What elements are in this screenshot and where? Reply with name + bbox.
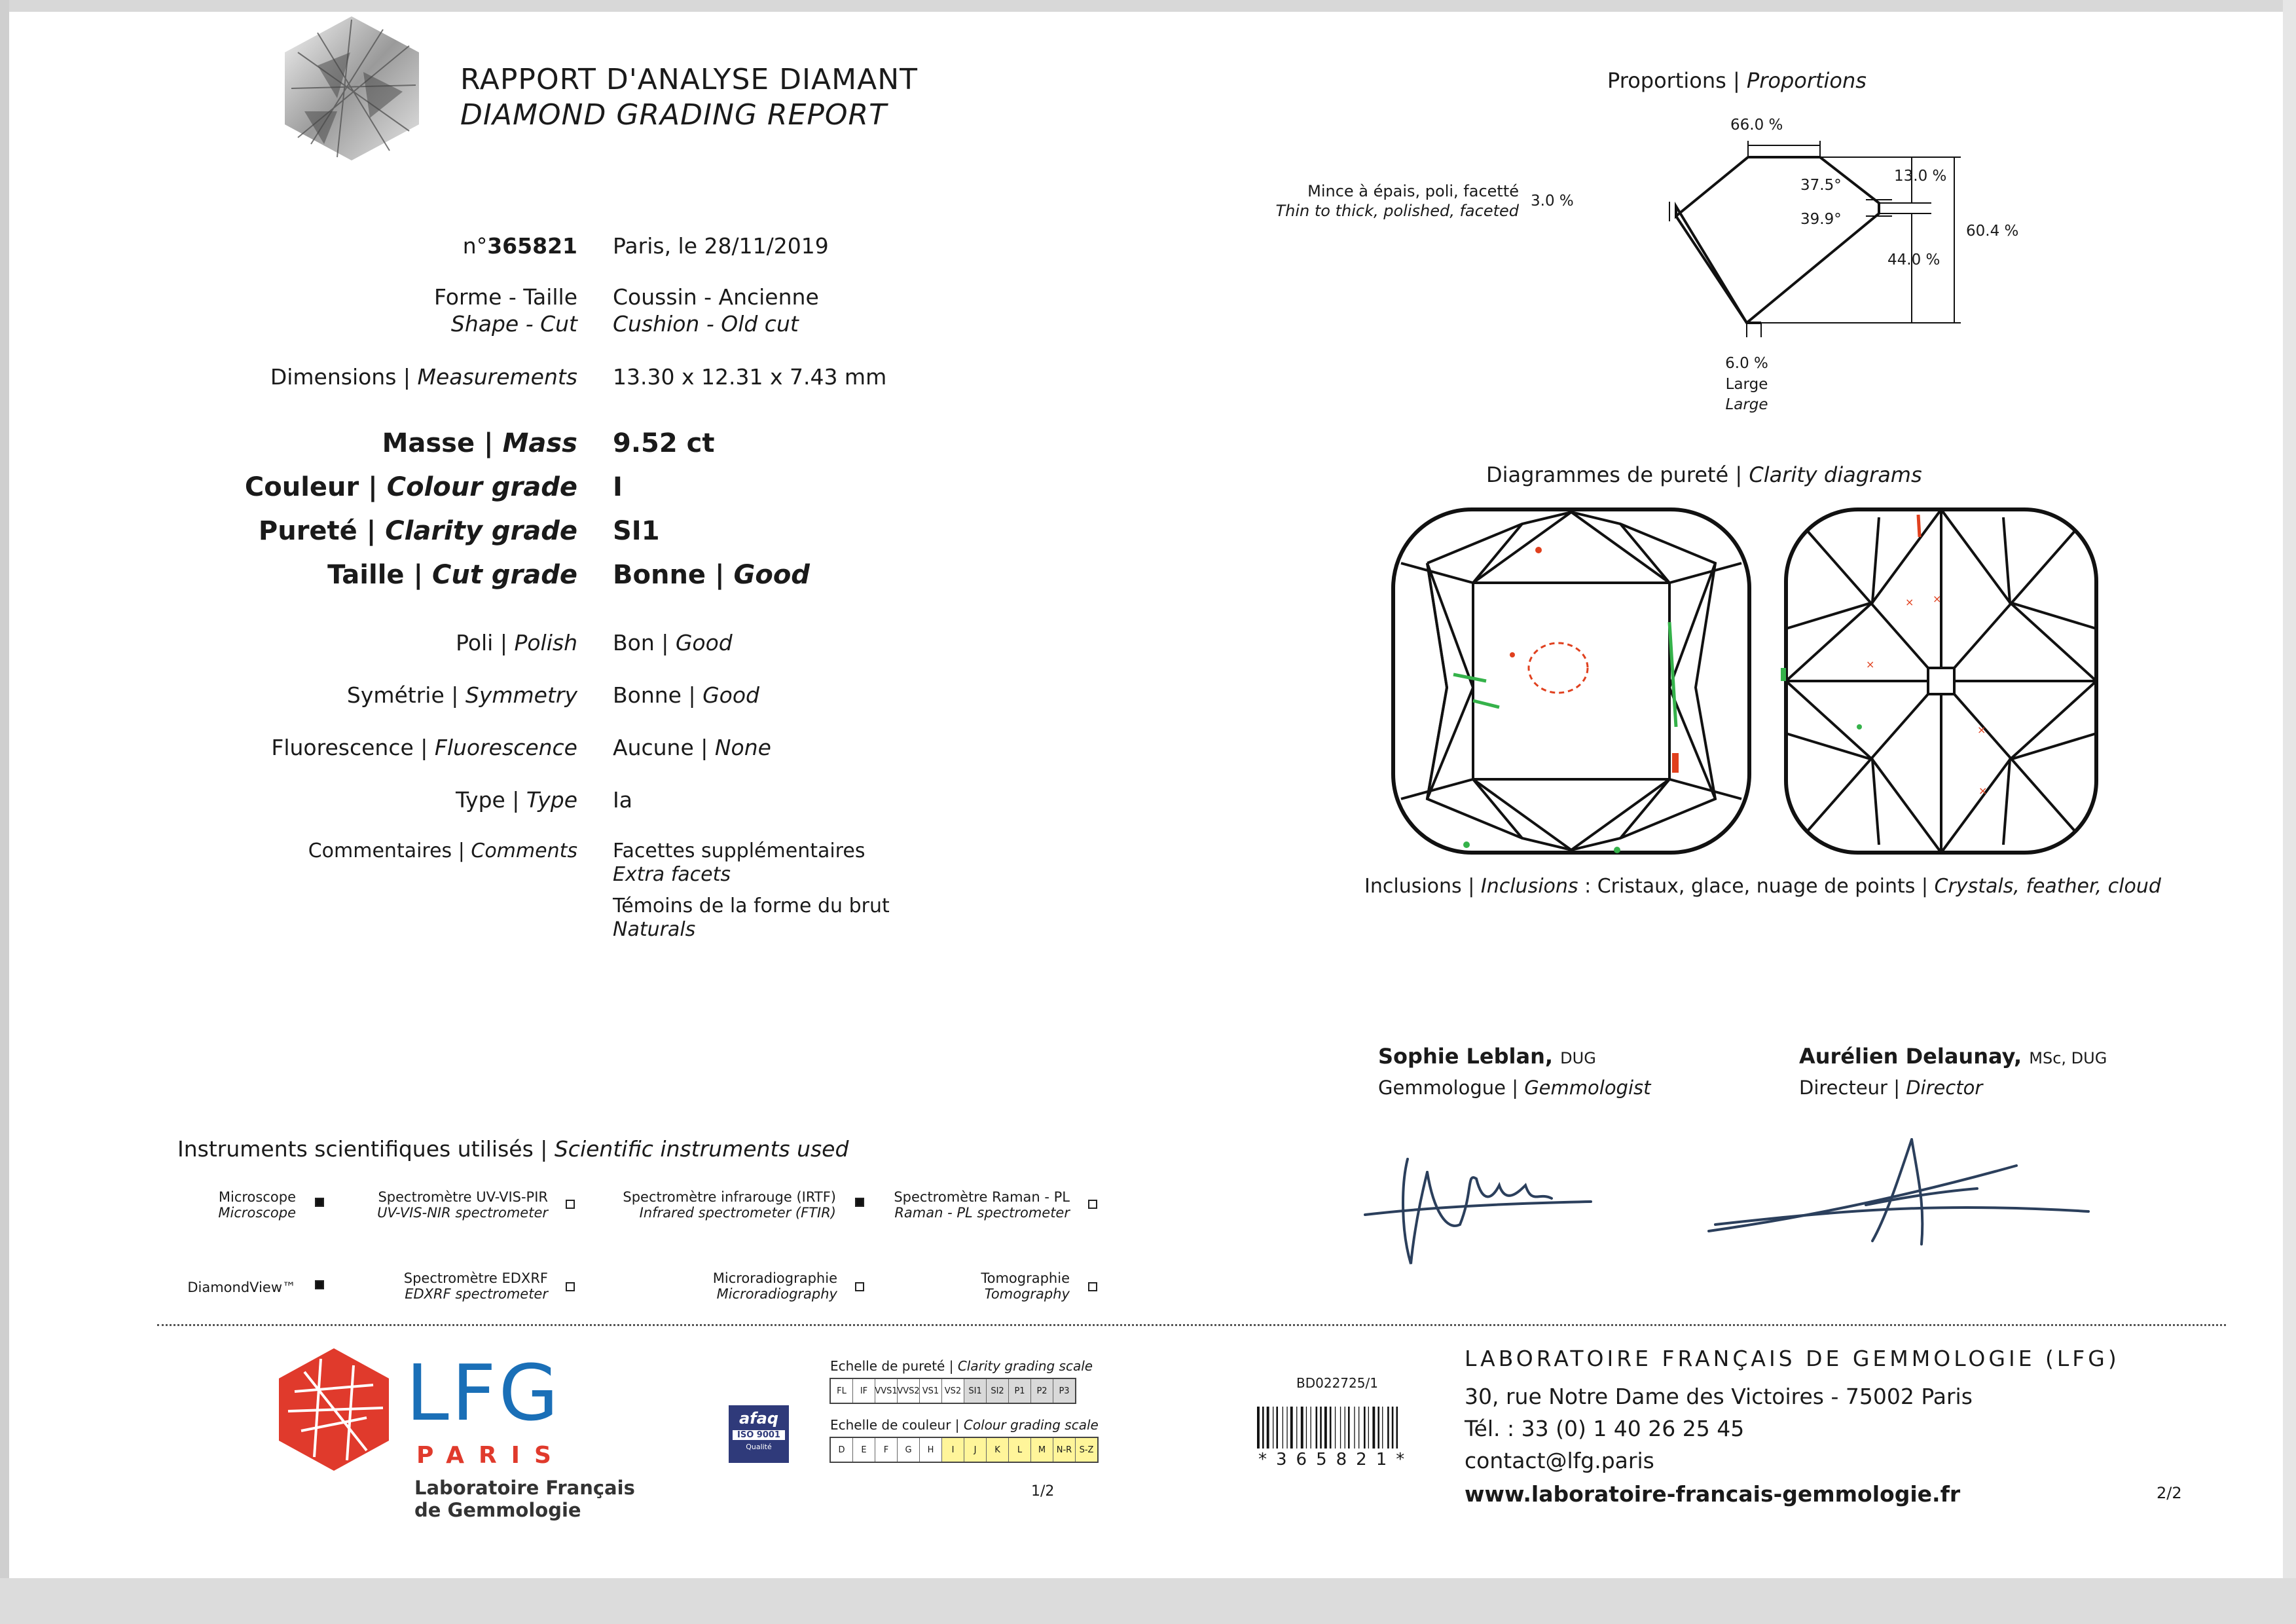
girdle-desc-fr: Mince à épais, poli, facetté: [1307, 182, 1519, 200]
clarity-diagram-pavilion: [1781, 504, 2102, 858]
colour-scale-cell: H: [920, 1438, 942, 1462]
lab-address: 30, rue Notre Dame des Victoires - 75002 Paris: [1465, 1384, 1973, 1409]
comment-1-en: Extra facets: [613, 863, 731, 886]
culet-desc-en: Large: [1725, 396, 1768, 413]
colour-scale-cell: I: [942, 1438, 964, 1462]
prop-table: 66.0 %: [1730, 117, 1783, 134]
instrument-tomography: Tomographie Tomography: [981, 1270, 1070, 1302]
polish-label: Poli | Polish: [456, 630, 577, 655]
dimensions-value: 13.30 x 12.31 x 7.43 mm: [613, 364, 887, 390]
signatory-2-role: Directeur | Director: [1799, 1077, 1983, 1099]
barcode-bar: [1340, 1407, 1341, 1449]
diamond-hexagon-icon: [278, 13, 426, 164]
instrument-ftir-checkbox[interactable]: [855, 1198, 864, 1207]
instrument-edxrf-checkbox[interactable]: [566, 1282, 575, 1291]
clarity-value: SI1: [613, 516, 660, 546]
lfg-logo-city: PARIS: [416, 1442, 566, 1469]
barcode-bar: [1348, 1407, 1350, 1449]
clarity-scale-cell: VVS2: [898, 1379, 920, 1403]
polish-value: Bon | Good: [613, 630, 733, 655]
svg-text:×: ×: [1977, 724, 1986, 736]
barcode-bar: [1364, 1407, 1366, 1449]
clarity-scale-cell: VVS1: [875, 1379, 898, 1403]
barcode-bar: [1396, 1407, 1398, 1449]
fluorescence-label: Fluorescence | Fluorescence: [271, 735, 577, 760]
shape-value-fr: Coussin - Ancienne: [613, 284, 819, 310]
instrument-diamondview-checkbox[interactable]: [315, 1280, 324, 1289]
instrument-uv-vis-nir-checkbox[interactable]: [566, 1200, 575, 1209]
report-title-fr: RAPPORT D'ANALYSE DIAMANT: [460, 63, 918, 96]
instrument-microradiography: Microradiographie Microradiography: [712, 1270, 837, 1302]
signature-2-image: [1702, 1126, 2095, 1257]
lab-email[interactable]: contact@lfg.paris: [1465, 1448, 1654, 1473]
culet-desc-fr: Large: [1725, 376, 1768, 393]
colour-scale-cell: J: [964, 1438, 987, 1462]
lfg-logo-text: LFG: [406, 1348, 562, 1438]
barcode-bar: [1324, 1407, 1327, 1449]
barcode-bar: [1316, 1407, 1318, 1449]
symmetry-value: Bonne | Good: [613, 682, 759, 708]
barcode-bar: [1267, 1407, 1269, 1449]
clarity-scale-cell: P3: [1053, 1379, 1075, 1403]
prop-crown-angle: 37.5°: [1800, 177, 1842, 194]
type-label: Type | Type: [456, 787, 577, 813]
prop-girdle: 3.0 %: [1531, 193, 1574, 210]
colour-scale: [829, 1437, 1099, 1463]
barcode-bar: [1382, 1407, 1383, 1449]
inclusions-line: Inclusions | Inclusions : Cristaux, glace, nuage de points | Crystals, feather, cloud: [1364, 875, 2161, 898]
colour-scale-cell: F: [875, 1438, 898, 1462]
clarity-diagrams-title: Diagrammes de pureté | Clarity diagrams: [1486, 462, 1922, 487]
clarity-scale-cell: P1: [1009, 1379, 1031, 1403]
colour-label: Couleur | Colour grade: [244, 472, 577, 502]
clarity-scale-label: Echelle de pureté | Clarity grading scale: [830, 1358, 1093, 1374]
clarity-scale-cell: SI1: [964, 1379, 987, 1403]
svg-text:×: ×: [1905, 596, 1914, 608]
barcode-bar: [1372, 1407, 1375, 1449]
barcode-bar: [1368, 1407, 1369, 1449]
clarity-scale-cell: FL: [831, 1379, 853, 1403]
instrument-microscope: Microscope Microscope: [218, 1189, 296, 1221]
shape-label-fr: Forme - Taille: [433, 284, 577, 310]
prop-pavilion-depth: 44.0 %: [1887, 251, 1941, 268]
proportions-diagram: [1558, 105, 2030, 341]
lab-phone: Tél. : 33 (0) 1 40 26 25 45: [1465, 1416, 1745, 1441]
barcode-bar: [1296, 1407, 1297, 1449]
proportions-title: Proportions | Proportions: [1607, 68, 1867, 93]
svg-text:×: ×: [1978, 784, 1988, 797]
scan-edge-top: [0, 0, 2296, 12]
clarity-label: Pureté | Clarity grade: [258, 516, 577, 546]
prop-crown-height: 13.0 %: [1894, 168, 1947, 185]
barcode-bar: [1330, 1407, 1332, 1449]
instrument-microscope-checkbox[interactable]: [315, 1198, 324, 1207]
shape-value-en: Cushion - Old cut: [613, 311, 799, 337]
barcode-bar: [1392, 1407, 1394, 1449]
barcode-number: *365821*: [1258, 1450, 1414, 1469]
symmetry-label: Symétrie | Symmetry: [346, 682, 577, 708]
barcode-bar: [1377, 1407, 1379, 1449]
clarity-scale-cell: P2: [1031, 1379, 1053, 1403]
instrument-diamondview: DiamondView™: [187, 1280, 296, 1295]
instrument-ftir: Spectromètre infrarouge (IRTF) Infrared spectrometer (FTIR): [623, 1189, 836, 1221]
barcode-bar: [1320, 1407, 1322, 1449]
barcode-reference: BD022725/1: [1296, 1375, 1378, 1391]
barcode-bar: [1387, 1407, 1389, 1449]
colour-scale-cell: M: [1031, 1438, 1053, 1462]
clarity-scale-cell: VS2: [942, 1379, 964, 1403]
colour-scale-cell: N-R: [1053, 1438, 1076, 1462]
comment-2-fr: Témoins de la forme du brut: [613, 895, 890, 917]
svg-text:×: ×: [1933, 593, 1942, 605]
prop-pavilion-angle: 39.9°: [1800, 211, 1842, 228]
barcode-bar: [1306, 1407, 1307, 1449]
afaq-iso-badge: afaq ISO 9001 Qualité: [729, 1405, 789, 1463]
prop-total-depth: 60.4 %: [1966, 223, 2019, 240]
barcode-image: [1256, 1407, 1419, 1449]
comment-2-en: Naturals: [613, 918, 696, 941]
colour-scale-cell: G: [898, 1438, 920, 1462]
clarity-scale: [829, 1378, 1076, 1404]
report-number: n°365821: [462, 233, 577, 259]
barcode-bar: [1358, 1407, 1359, 1449]
instrument-tomography-checkbox[interactable]: [1088, 1282, 1097, 1291]
scan-edge-bottom: [0, 1578, 2296, 1624]
barcode-bar: [1354, 1407, 1355, 1449]
colour-scale-cell: K: [987, 1438, 1009, 1462]
signatory-1-name: Sophie Leblan, DUG: [1378, 1044, 1596, 1069]
mass-value: 9.52 ct: [613, 428, 715, 458]
colour-scale-cell: D: [831, 1438, 853, 1462]
comment-1-fr: Facettes supplémentaires: [613, 840, 866, 862]
scan-edge-left: [0, 0, 9, 1624]
barcode-bar: [1257, 1407, 1260, 1449]
cut-label: Taille | Cut grade: [327, 560, 577, 590]
instrument-uv-vis-nir: Spectromètre UV-VIS-PIR UV-VIS-NIR spectrometer: [377, 1189, 548, 1221]
cut-value: Bonne | Good: [613, 560, 810, 590]
barcode-bar: [1290, 1407, 1293, 1449]
clarity-diagram-crown: [1388, 504, 1755, 858]
report-date: Paris, le 28/11/2019: [613, 233, 829, 259]
instrument-raman-checkbox[interactable]: [1088, 1200, 1097, 1209]
signature-1-image: [1362, 1133, 1597, 1277]
colour-value: I: [613, 472, 623, 502]
barcode-bar: [1301, 1407, 1303, 1449]
clarity-scale-cell: IF: [853, 1379, 875, 1403]
comments-label: Commentaires | Comments: [308, 840, 577, 862]
footer-divider: [157, 1324, 2226, 1326]
colour-scale-cell: S-Z: [1076, 1438, 1097, 1462]
page-number-right: 2/2: [2157, 1484, 2182, 1502]
lab-website[interactable]: www.laboratoire-francais-gemmologie.fr: [1465, 1481, 1961, 1507]
scan-edge-right: [2283, 0, 2296, 1624]
barcode-bar: [1335, 1407, 1336, 1449]
page-number-left: 1/2: [1031, 1483, 1055, 1500]
signatory-1-role: Gemmologue | Gemmologist: [1378, 1077, 1651, 1099]
instrument-edxrf: Spectromètre EDXRF EDXRF spectrometer: [403, 1270, 548, 1302]
barcode-bar: [1276, 1407, 1278, 1449]
colour-scale-cell: L: [1009, 1438, 1031, 1462]
clarity-scale-cell: VS1: [920, 1379, 942, 1403]
mass-label: Masse | Mass: [382, 428, 577, 458]
lab-name: LABORATOIRE FRANÇAIS DE GEMMOLOGIE (LFG): [1465, 1346, 2120, 1371]
girdle-desc-en: Thin to thick, polished, faceted: [1275, 202, 1519, 220]
lfg-logo-sub2: de Gemmologie: [414, 1499, 581, 1521]
type-value: Ia: [613, 787, 632, 813]
barcode-bar: [1286, 1407, 1287, 1449]
instrument-microradiography-checkbox[interactable]: [855, 1282, 864, 1291]
barcode-bar: [1262, 1407, 1264, 1449]
fluorescence-value: Aucune | None: [613, 735, 771, 760]
prop-culet: 6.0 %: [1725, 355, 1768, 372]
signatory-2-name: Aurélien Delaunay, MSc, DUG: [1799, 1044, 2107, 1069]
clarity-scale-cell: SI2: [987, 1379, 1009, 1403]
lfg-logo-sub1: Laboratoire Français: [414, 1477, 635, 1499]
lfg-logo-icon: [275, 1346, 393, 1473]
instrument-raman: Spectromètre Raman - PL Raman - PL spectrometer: [894, 1189, 1070, 1221]
colour-scale-label: Echelle de couleur | Colour grading scale: [830, 1417, 1099, 1433]
colour-scale-cell: E: [853, 1438, 875, 1462]
report-title-en: DIAMOND GRADING REPORT: [460, 98, 887, 132]
svg-text:×: ×: [1866, 658, 1875, 671]
instruments-title: Instruments scientifiques utilisés | Scientific instruments used: [177, 1136, 849, 1162]
shape-label-en: Shape - Cut: [450, 311, 577, 337]
dimensions-label: Dimensions | Measurements: [270, 364, 577, 390]
